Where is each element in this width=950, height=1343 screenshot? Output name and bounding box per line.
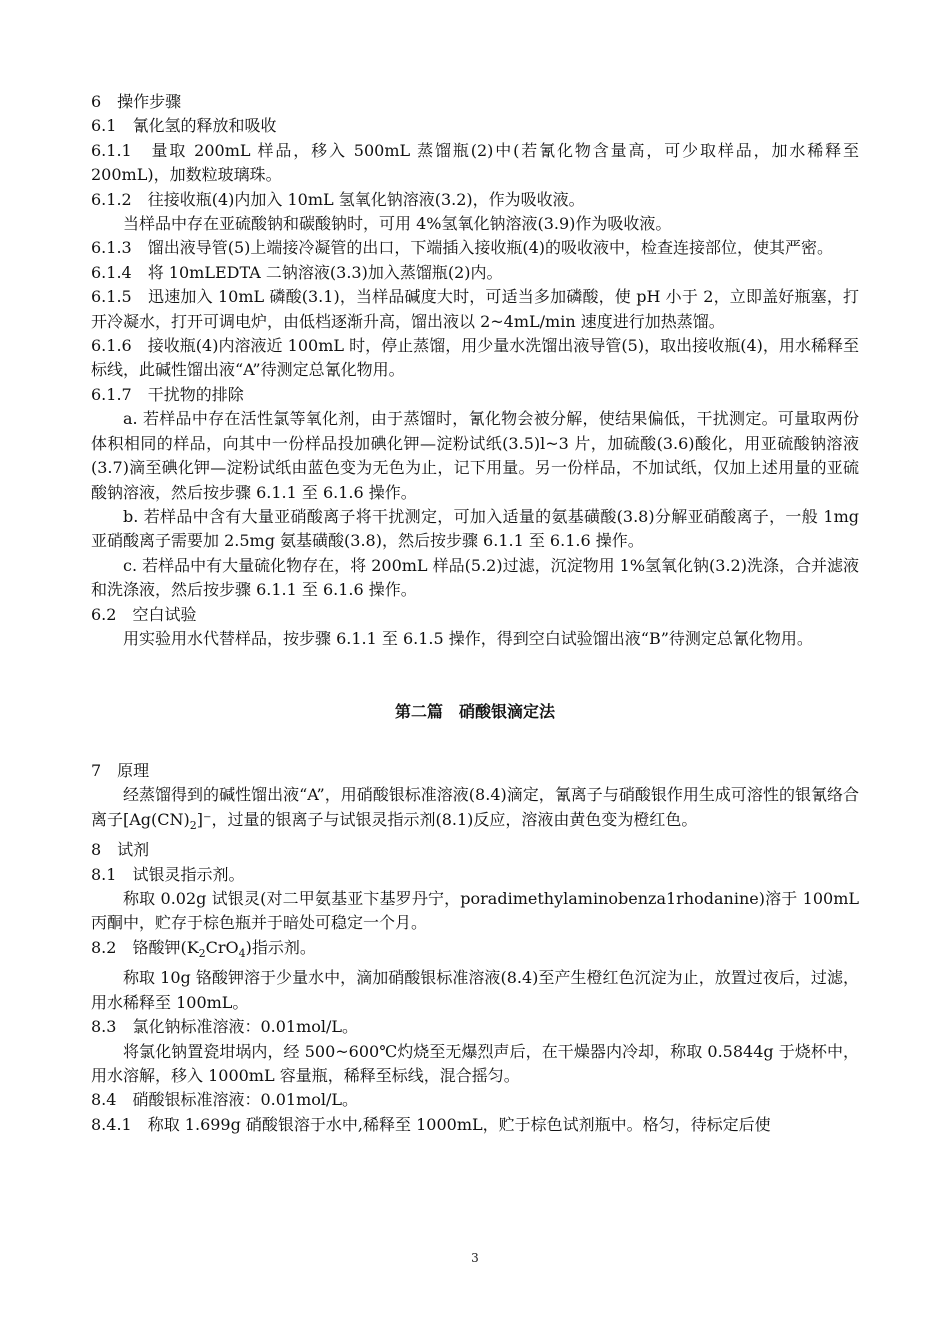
reagent-8-2-post: )指示剂。 <box>245 937 316 957</box>
section-8-heading: 8 试剂 <box>91 840 150 860</box>
reagent-8-3-text: 将氯化钠置瓷坩埚内，经 500~600℃灼烧至无爆烈声后，在干燥器内冷却，称取 0.5844g 于烧杯中，用水溶解，移入 1000mL 容量瓶，稀释至标线，混合摇匀。 <box>91 1041 859 1085</box>
step-6-1-1: 6.1.1 量取 200mL 样品，移入 500mL 蒸馏瓶(2)中(若氰化物含量高，可少取样品，加水稀释至 200mL)，加数粒玻璃珠。 <box>91 140 859 185</box>
interference-c: c. 若样品中有大量硫化物存在，将 200mL 样品(5.2)过滤，沉淀物用 1%氢氧化钠(3.2)洗涤，合并滤液和洗涤液，然后按步骤 6.1.1 至 6.1.6 操作。 <box>91 555 859 600</box>
reagent-8-2-mid: CrO <box>205 937 239 957</box>
section-gap <box>91 651 859 700</box>
reagent-8-1: 8.1 试银灵指示剂。 <box>91 864 245 884</box>
reagent-8-2 <box>91 936 859 967</box>
section-6-heading: 6 操作步骤 <box>91 92 182 111</box>
page-number: 3 <box>471 1251 479 1265</box>
reagent-8-4: 8.4 硝酸银标准溶液：0.01mol/L。 <box>91 1090 359 1110</box>
step-6-1-6: 6.1.6 接收瓶(4)内溶液近 100mL 时，停止蒸馏，用少量水洗馏出液导管(5)，取出接收瓶(4)，用水稀释至标线，此碱性馏出液“A”待测定总氰化物用。 <box>91 336 859 380</box>
step-6-1-4: 6.1.4 将 10mLEDTA 二钠溶液(3.3)加入蒸馏瓶(2)内。 <box>91 262 503 282</box>
principle-text-part-1: 经蒸馏得到的碱性馏出液“A”，用硝酸银标准溶液(8.4)滴定，氰离子与硝酸银作用生成可溶性的银氰络合离子[Ag(CN) <box>91 785 859 829</box>
step-6-1-5: 6.1.5 迅速加入 10mL 磷酸(3.1)，当样品碱度大时，可适当多加磷酸，使 pH 小于 2，立即盖好瓶塞，打开冷凝水，打开可调电炉，由低档逐渐升高，馏出液以 2~4mL/min 速度进行加热蒸馏。 <box>91 287 859 331</box>
reagent-8-3: 8.3 氯化钠标准溶液：0.01mol/L。 <box>91 1017 359 1037</box>
reagent-8-2-pre: 8.2 铬酸钾(K <box>91 937 199 957</box>
principle-subscript: 2 <box>189 818 197 832</box>
section-6-1-heading: 6.1 氰化氢的释放和吸收 <box>91 116 277 136</box>
part-2-title: 第二篇 硝酸银滴定法 <box>394 702 555 722</box>
reagent-8-2-text: 称取 10g 铬酸钾溶于少量水中，滴加硝酸银标准溶液(8.4)至产生橙红色沉淀为止，放置过夜后，过滤，用水稀释至 100mL。 <box>91 968 859 1012</box>
reagent-8-4-1: 8.4.1 称取 1.699g 硝酸银溶于水中,稀释至 1000mL，贮于棕色试剂瓶中。格匀，待标定后使 <box>91 1114 771 1134</box>
blank-test-text: 用实验用水代替样品，按步骤 6.1.1 至 6.1.5 操作，得到空白试验馏出液“B”待测定总氰化物用。 <box>123 628 813 648</box>
section-6-2-heading: 6.2 空白试验 <box>91 604 197 624</box>
step-6-1-2-note: 当样品中存在亚硫酸钠和碳酸钠时，可用 4%氢氧化钠溶液(3.9)作为吸收液。 <box>123 214 672 234</box>
step-6-1-7: 6.1.7 干扰物的排除 <box>91 384 244 404</box>
section-7-heading: 7 原理 <box>91 760 150 780</box>
formula-subscript: 2 <box>198 946 206 960</box>
interference-a: a. 若样品中存在活性氯等氧化剂，由于蒸馏时，氰化物会被分解，使结果偏低，干扰测定。可量取两份体积相同的样品，向其中一份样品投加碘化钾—淀粉试纸(3.5)l~3 片，加硫酸(3.6)酸化，用亚硫酸钠溶液(3.7)滴至碘化钾—淀粉试纸由蓝色变为无色为止，记下用量。另一份样品，不加试纸，仅加上述用量的亚硫酸钠溶液，然后按步骤 6.1.1 至 6.1.6 操作。 <box>91 409 859 502</box>
formula-subscript: 4 <box>238 946 246 960</box>
reagent-8-1-text: 称取 0.02g 试银灵(对二甲氨基亚卞基罗丹宁，poradimethylaminobenza1rhodanine)溶于 100mL 丙酮中，贮存于棕色瓶并于暗处可稳定一个月。 <box>91 888 859 933</box>
step-6-1-3: 6.1.3 馏出液导管(5)上端接冷凝管的出口，下端插入接收瓶(4)的吸收液中，检查连接部位，使其严密。 <box>91 238 834 258</box>
section-gap <box>91 725 859 759</box>
principle-text <box>91 783 859 838</box>
document-body <box>91 90 859 1137</box>
principle-text-part-2: ]⁻，过量的银离子与试银灵指示剂(8.1)反应，溶液由黄色变为橙红色。 <box>196 809 698 829</box>
interference-b: b. 若样品中含有大量亚硝酸离子将干扰测定，可加入适量的氨基磺酸(3.8)分解亚硝酸离子，一般 1mg 亚硝酸离子需要加 2.5mg 氨基磺酸(3.8)，然后按步骤 6.1.1 至 6.1.6 操作。 <box>91 506 859 551</box>
step-6-1-2: 6.1.2 往接收瓶(4)内加入 10mL 氢氧化钠溶液(3.2)，作为吸收液。 <box>91 189 585 209</box>
